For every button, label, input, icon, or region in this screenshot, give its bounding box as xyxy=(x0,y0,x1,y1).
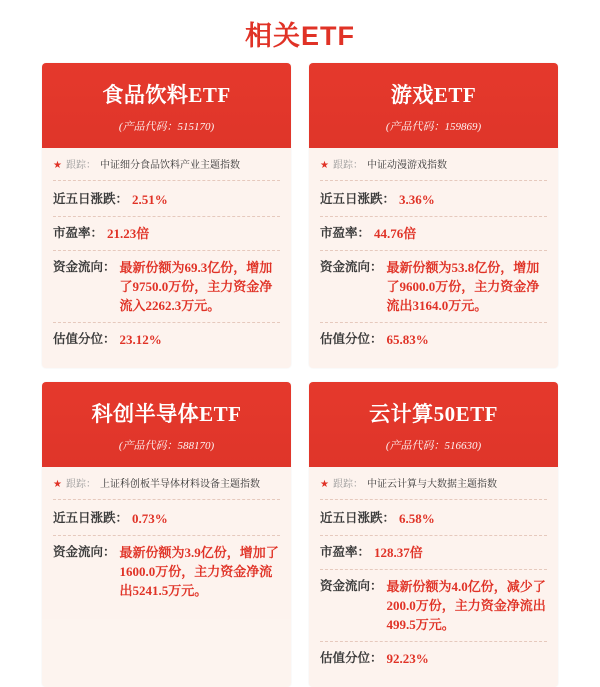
capital-flow-row xyxy=(320,570,547,642)
pe-ratio-label: 市盈率： xyxy=(53,226,104,240)
five-day-change-label: 近五日涨跌： xyxy=(320,511,396,525)
star-icon: ★ xyxy=(320,479,329,490)
etf-name: 游戏ETF xyxy=(390,83,477,107)
valuation-percentile-row xyxy=(320,323,547,356)
track-row xyxy=(53,158,280,181)
capital-flow-value: 最新份额为69.3亿份，增加了9750.0万份，主力资金净流入2262.3万元。 xyxy=(119,260,273,313)
valuation-percentile-row xyxy=(320,642,547,675)
five-day-change-row xyxy=(53,183,280,217)
capital-flow-row xyxy=(53,536,280,607)
pe-ratio-label: 市盈率： xyxy=(320,545,371,559)
track-value: 上证科创板半导体材料设备主题指数 xyxy=(99,479,260,490)
five-day-change-row xyxy=(53,502,280,536)
etf-card-header xyxy=(42,63,291,148)
track-label: 跟踪： xyxy=(65,160,96,171)
five-day-change-row xyxy=(320,183,547,217)
track-value: 中证细分食品饮料产业主题指数 xyxy=(99,160,240,171)
etf-card[interactable] xyxy=(42,382,291,687)
track-value: 中证云计算与大数据主题指数 xyxy=(366,479,497,490)
etf-card-body xyxy=(42,148,291,368)
five-day-change-label: 近五日涨跌： xyxy=(53,192,129,206)
valuation-percentile-label: 估值分位： xyxy=(320,332,383,346)
etf-card-header xyxy=(309,382,558,467)
etf-name: 食品饮料ETF xyxy=(102,83,231,107)
page-title: 相关ETF xyxy=(245,21,355,51)
five-day-change-label: 近五日涨跌： xyxy=(53,511,129,525)
valuation-percentile-label: 估值分位： xyxy=(320,651,383,665)
capital-flow-row xyxy=(320,251,547,323)
five-day-change-value: 2.51% xyxy=(132,192,168,207)
etf-code: (产品代码：515170) xyxy=(118,121,215,133)
five-day-change-value: 0.73% xyxy=(132,511,168,526)
capital-flow-label: 资金流向： xyxy=(53,260,116,274)
etf-code: (产品代码：516630) xyxy=(385,440,482,452)
etf-code: (产品代码：588170) xyxy=(118,440,215,452)
etf-card-grid xyxy=(0,63,600,687)
five-day-change-value: 6.58% xyxy=(399,511,435,526)
etf-code: (产品代码：159869) xyxy=(385,121,482,133)
etf-name: 科创半导体ETF xyxy=(91,402,242,426)
five-day-change-value: 3.36% xyxy=(399,192,435,207)
pe-ratio-value: 21.23倍 xyxy=(107,226,150,241)
capital-flow-label: 资金流向： xyxy=(320,260,383,274)
valuation-percentile-row xyxy=(53,323,280,356)
etf-card-body xyxy=(309,148,558,368)
etf-card-body xyxy=(42,467,291,619)
track-label: 跟踪： xyxy=(332,479,363,490)
etf-card-header xyxy=(309,63,558,148)
etf-card[interactable] xyxy=(309,382,558,687)
etf-name: 云计算50ETF xyxy=(369,402,498,426)
pe-ratio-value: 44.76倍 xyxy=(374,226,417,241)
etf-card[interactable] xyxy=(309,63,558,368)
capital-flow-value: 最新份额为3.9亿份，增加了1600.0万份，主力资金净流出5241.5万元。 xyxy=(119,545,279,598)
track-row xyxy=(320,477,547,500)
capital-flow-label: 资金流向： xyxy=(53,545,116,559)
track-label: 跟踪： xyxy=(65,479,96,490)
pe-ratio-row xyxy=(320,217,547,251)
track-label: 跟踪： xyxy=(332,160,363,171)
valuation-percentile-label: 估值分位： xyxy=(53,332,116,346)
star-icon: ★ xyxy=(320,160,329,171)
capital-flow-label: 资金流向： xyxy=(320,579,383,593)
star-icon: ★ xyxy=(53,479,62,490)
capital-flow-row xyxy=(53,251,280,323)
capital-flow-value: 最新份额为53.8亿份，增加了9600.0万份，主力资金净流出3164.0万元。 xyxy=(386,260,540,313)
valuation-percentile-value: 92.23% xyxy=(386,651,429,666)
pe-ratio-row xyxy=(320,536,547,570)
pe-ratio-label: 市盈率： xyxy=(320,226,371,240)
pe-ratio-value: 128.37倍 xyxy=(374,545,423,560)
pe-ratio-row xyxy=(53,217,280,251)
track-row xyxy=(320,158,547,181)
track-value: 中证动漫游戏指数 xyxy=(366,160,447,171)
star-icon: ★ xyxy=(53,160,62,171)
valuation-percentile-value: 23.12% xyxy=(119,332,162,347)
etf-card-header xyxy=(42,382,291,467)
five-day-change-label: 近五日涨跌： xyxy=(320,192,396,206)
capital-flow-value: 最新份额为4.0亿份，减少了200.0万份，主力资金净流出499.5万元。 xyxy=(386,579,546,632)
five-day-change-row xyxy=(320,502,547,536)
etf-card[interactable] xyxy=(42,63,291,368)
track-row xyxy=(53,477,280,500)
valuation-percentile-value: 65.83% xyxy=(386,332,429,347)
etf-card-body xyxy=(309,467,558,687)
